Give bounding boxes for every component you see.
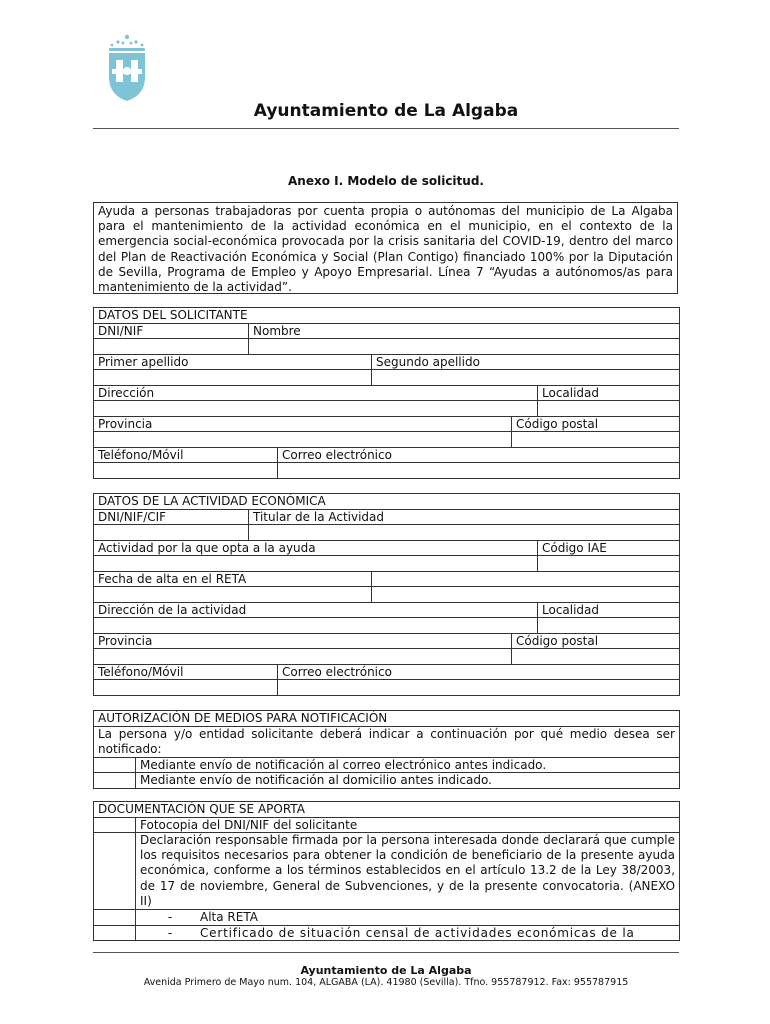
direccion-field[interactable] <box>94 401 538 417</box>
notificacion-instruction: La persona y/o entidad solicitante deberá indicar a continuación por qué medio desea ser notificado: <box>94 726 680 757</box>
checkbox-certificado[interactable] <box>94 925 136 941</box>
doc-item-dni: Fotocopia del DNI/NIF del solicitante <box>136 817 680 833</box>
codigo-postal-label: Código postal <box>512 416 680 432</box>
annex-title: Anexo I. Modelo de solicitud. <box>288 174 484 188</box>
telefono-field[interactable] <box>94 463 278 479</box>
iae-field[interactable] <box>538 556 680 572</box>
checkbox-email[interactable] <box>94 757 136 773</box>
provincia-field[interactable] <box>94 432 512 448</box>
titular-label: Titular de la Actividad <box>249 509 680 525</box>
doc-item-declaracion: Declaración responsable firmada por la persona interesada donde declarará que cumple los requisitos necesarios para obtener la condición de beneficiario de la presente ayuda económica, conforme a los términos establecidos en el artículo 13.2 de la Ley 38/2003, de 17 de noviembre, General de Subvenciones, y de la presente convocatoria. (ANEXO II) <box>136 833 680 910</box>
telefono-label: Teléfono/Móvil <box>94 664 278 680</box>
section-heading: DATOS DEL SOLICITANTE <box>94 308 680 324</box>
provincia-field[interactable] <box>94 649 512 665</box>
intro-text: Ayuda a personas trabajadoras por cuenta propia o autónomas del municipio de La Algaba para el mantenimiento de la actividad económica en el municipio, en el contexto de la emergencia social-económica provocada por la crisis sanitaria del COVID-19, dentro del marco del Plan de Reactivación Económica y Social (Plan Contigo) financiado 100% por la Diputación de Sevilla, Programa de Empleo y Apoyo Empresarial. Línea 7 “Ayudas a autónomos/as para mantenimiento de la actividad”. <box>98 204 673 295</box>
direccion-actividad-label: Dirección de la actividad <box>94 602 538 618</box>
localidad-field[interactable] <box>538 618 680 634</box>
section-heading: AUTORIZACIÓN DE MEDIOS PARA NOTIFICACIÓN <box>94 711 680 727</box>
fecha-reta-blank <box>94 587 372 603</box>
page-title: Ayuntamiento de La Algaba <box>253 101 519 121</box>
provincia-label: Provincia <box>94 416 512 432</box>
checkbox-declaracion[interactable] <box>94 833 136 910</box>
checkbox-dni[interactable] <box>94 817 136 833</box>
actividad-field[interactable] <box>94 556 538 572</box>
option-domicilio-label: Mediante envío de notificación al domicilio antes indicado. <box>136 773 680 789</box>
dni-field[interactable] <box>94 339 249 355</box>
primer-apellido-label: Primer apellido <box>94 354 372 370</box>
codigo-postal-field[interactable] <box>512 432 680 448</box>
correo-field[interactable] <box>278 680 680 696</box>
localidad-label: Localidad <box>538 602 680 618</box>
fecha-reta-spacer <box>372 571 680 587</box>
actividad-table <box>93 493 680 696</box>
checkbox-domicilio[interactable] <box>94 773 136 789</box>
checkbox-reta[interactable] <box>94 910 136 926</box>
dash-marker: - <box>167 925 173 940</box>
subitem-certificado-label: Certificado de situación censal de actividades económicas de la <box>200 925 635 940</box>
titular-field[interactable] <box>249 525 680 541</box>
option-email-label: Mediante envío de notificación al correo electrónico antes indicado. <box>136 757 680 773</box>
telefono-label: Teléfono/Móvil <box>94 447 278 463</box>
iae-label: Código IAE <box>538 540 680 556</box>
localidad-label: Localidad <box>538 385 680 401</box>
segundo-apellido-field[interactable] <box>372 370 680 386</box>
municipal-crest-logo <box>104 33 150 103</box>
intro-box <box>93 202 678 294</box>
footer-divider <box>93 952 679 953</box>
footer-title: Ayuntamiento de La Algaba <box>300 964 472 977</box>
fecha-reta-label: Fecha de alta en el RETA <box>94 571 372 587</box>
dni-cif-field[interactable] <box>94 525 249 541</box>
dni-cif-label: DNI/NIF/CIF <box>94 509 249 525</box>
header-divider <box>93 128 679 129</box>
dni-label: DNI/NIF <box>94 323 249 339</box>
doc-subitem-reta <box>136 910 680 926</box>
segundo-apellido-label: Segundo apellido <box>372 354 680 370</box>
codigo-postal-label: Código postal <box>512 633 680 649</box>
footer-address: Avenida Primero de Mayo num. 104, ALGABA (LA). 41980 (Sevilla). Tfno. 955787912. Fax: 955787915 <box>143 977 629 988</box>
fecha-reta-field[interactable] <box>372 587 680 603</box>
dash-marker: - <box>167 910 173 925</box>
direccion-label: Dirección <box>94 385 538 401</box>
doc-subitem-certificado <box>136 925 680 941</box>
primer-apellido-field[interactable] <box>94 370 372 386</box>
section-heading: DATOS DE LA ACTIVIDAD ECONÓMICA <box>94 494 680 510</box>
provincia-label: Provincia <box>94 633 512 649</box>
subitem-reta-label: Alta RETA <box>200 910 258 925</box>
correo-label: Correo electrónico <box>278 664 680 680</box>
actividad-label: Actividad por la que opta a la ayuda <box>94 540 538 556</box>
telefono-field[interactable] <box>94 680 278 696</box>
solicitante-table <box>93 307 680 479</box>
nombre-label: Nombre <box>249 323 680 339</box>
direccion-actividad-field[interactable] <box>94 618 538 634</box>
section-heading: DOCUMENTACIÓN QUE SE APORTA <box>94 802 680 818</box>
nombre-field[interactable] <box>249 339 680 355</box>
correo-field[interactable] <box>278 463 680 479</box>
localidad-field[interactable] <box>538 401 680 417</box>
codigo-postal-field[interactable] <box>512 649 680 665</box>
notificacion-table <box>93 710 680 789</box>
documentacion-table <box>93 801 680 941</box>
correo-label: Correo electrónico <box>278 447 680 463</box>
